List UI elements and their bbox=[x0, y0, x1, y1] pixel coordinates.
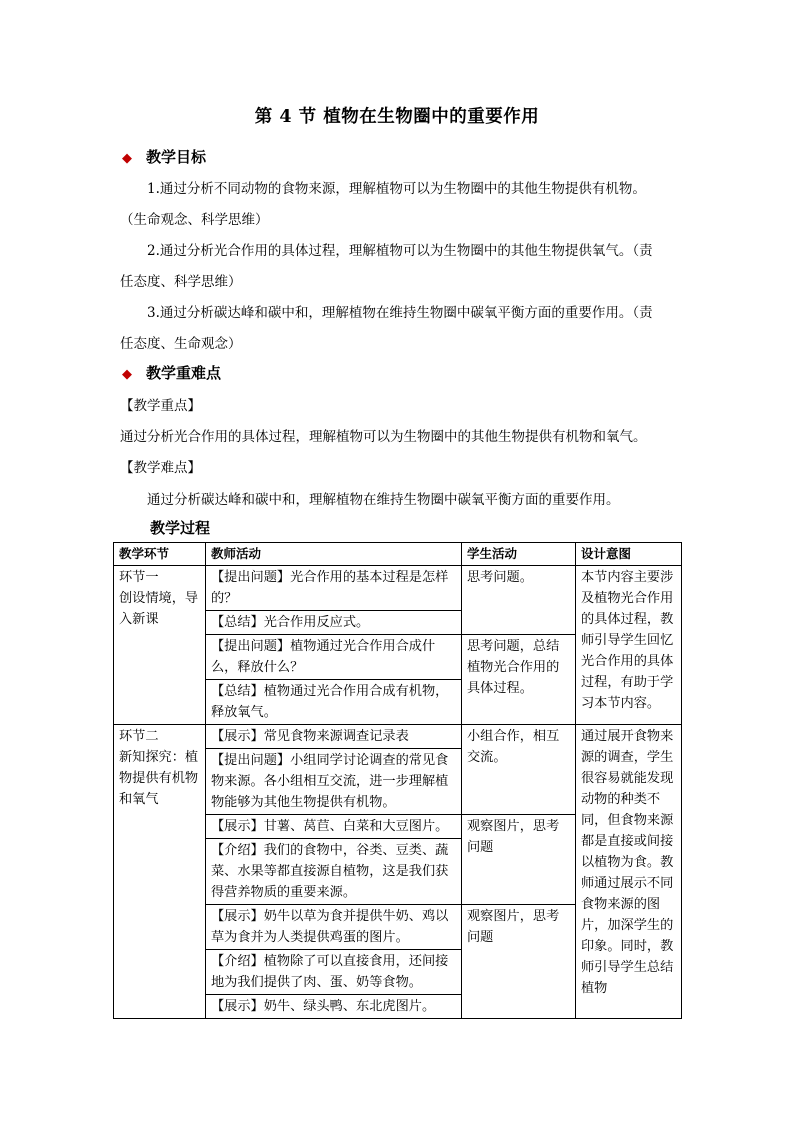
header-intent: 设计意图 bbox=[576, 543, 682, 566]
teaching-process-table bbox=[113, 542, 682, 1019]
seg1-student-2: 思考问题，总结植物光合作用的具体过程。 bbox=[462, 635, 576, 725]
goal-2-line-2: 任态度、科学思维） bbox=[120, 274, 242, 290]
seg2-teacher-2: 【提出问题】小组同学讨论调查的常见食物来源。各小组相互交流，进一步理解植物能够为其他生物提供有机物。 bbox=[206, 749, 462, 815]
seg1-stage: 环节一 创设情境，导入新课 bbox=[114, 566, 206, 725]
seg1-teacher-3: 【提出问题】植物通过光合作用合成什么，释放什么？ bbox=[206, 635, 462, 680]
section-process-label: 教学过程 bbox=[150, 519, 211, 537]
seg2-student-2: 观察图片，思考问题 bbox=[462, 815, 576, 905]
goal-3-line-1: 3.通过分析碳达峰和碳中和，理解植物在维持生物圈中碳氧平衡方面的重要作用。（责 bbox=[147, 305, 653, 321]
diamond-bullet-icon: ◆ bbox=[122, 151, 132, 166]
seg2-teacher-1: 【展示】常见食物来源调查记录表 bbox=[206, 725, 462, 749]
section-goals-label: 教学目标 bbox=[146, 148, 207, 166]
goal-3-line-2: 任态度、生命观念） bbox=[120, 336, 242, 352]
seg2-teacher-6: 【介绍】植物除了可以直接食用，还间接地为我们提供了肉、蛋、奶等食物。 bbox=[206, 950, 462, 995]
goal-2-line-1: 2.通过分析光合作用的具体过程，理解植物可以为生物圈中的其他生物提供氧气。（责 bbox=[147, 243, 653, 259]
difficulty-text: 通过分析碳达峰和碳中和，理解植物在维持生物圈中碳氧平衡方面的重要作用。 bbox=[147, 492, 620, 508]
header-student: 学生活动 bbox=[462, 543, 576, 566]
page-title: 第 4 节 植物在生物圈中的重要作用 bbox=[254, 107, 540, 127]
seg1-intent: 本节内容主要涉及植物光合作用的具体过程，教师引导学生回忆光合作用的具体过程，有助于学习本节内容。 bbox=[576, 566, 682, 725]
table-row bbox=[114, 725, 682, 749]
section-key-points-label: 教学重难点 bbox=[146, 364, 222, 382]
seg1-student-1: 思考问题。 bbox=[462, 566, 576, 635]
seg1-teacher-1: 【提出问题】光合作用的基本过程是怎样的？ bbox=[206, 566, 462, 611]
seg2-student-1: 小组合作，相互交流。 bbox=[462, 725, 576, 815]
table-header-row bbox=[114, 543, 682, 566]
difficulty-label: 【教学难点】 bbox=[120, 460, 201, 476]
seg2-student-3: 观察图片，思考问题 bbox=[462, 905, 576, 1019]
seg2-stage: 环节二 新知探究：植物提供有机物和氧气 bbox=[114, 725, 206, 1019]
seg2-teacher-3: 【展示】甘薯、莴苣、白菜和大豆图片。 bbox=[206, 815, 462, 839]
diamond-bullet-icon: ◆ bbox=[122, 367, 132, 382]
header-stage: 教学环节 bbox=[114, 543, 206, 566]
seg2-teacher-7: 【展示】奶牛、绿头鸭、东北虎图片。 bbox=[206, 995, 462, 1019]
seg2-intent: 通过展开食物来源的调查，学生很容易就能发现动物的种类不同，但食物来源都是直接或间接以植物为食。教师通过展示不同食物来源的图片，加深学生的印象。同时，教师引导学生总结植物 bbox=[576, 725, 682, 1019]
focus-label: 【教学重点】 bbox=[120, 398, 201, 414]
goal-1-line-1: 1.通过分析不同动物的食物来源，理解植物可以为生物圈中的其他生物提供有机物。 bbox=[147, 181, 646, 197]
goal-1-line-2: （生命观念、科学思维） bbox=[120, 212, 269, 228]
table-row bbox=[114, 566, 682, 611]
seg2-teacher-5: 【展示】奶牛以草为食并提供牛奶、鸡以草为食并为人类提供鸡蛋的图片。 bbox=[206, 905, 462, 950]
header-teacher: 教师活动 bbox=[206, 543, 462, 566]
focus-text: 通过分析光合作用的具体过程，理解植物可以为生物圈中的其他生物提供有机物和氧气。 bbox=[120, 429, 647, 445]
section-key-points bbox=[122, 362, 221, 383]
section-goals bbox=[122, 146, 206, 167]
seg1-teacher-4: 【总结】植物通过光合作用合成有机物，释放氧气。 bbox=[206, 680, 462, 725]
seg2-teacher-4: 【介绍】我们的食物中，谷类、豆类、蔬菜、水果等都直接源自植物，这是我们获得营养物质的重要来源。 bbox=[206, 839, 462, 905]
seg1-teacher-2: 【总结】光合作用反应式。 bbox=[206, 611, 462, 635]
